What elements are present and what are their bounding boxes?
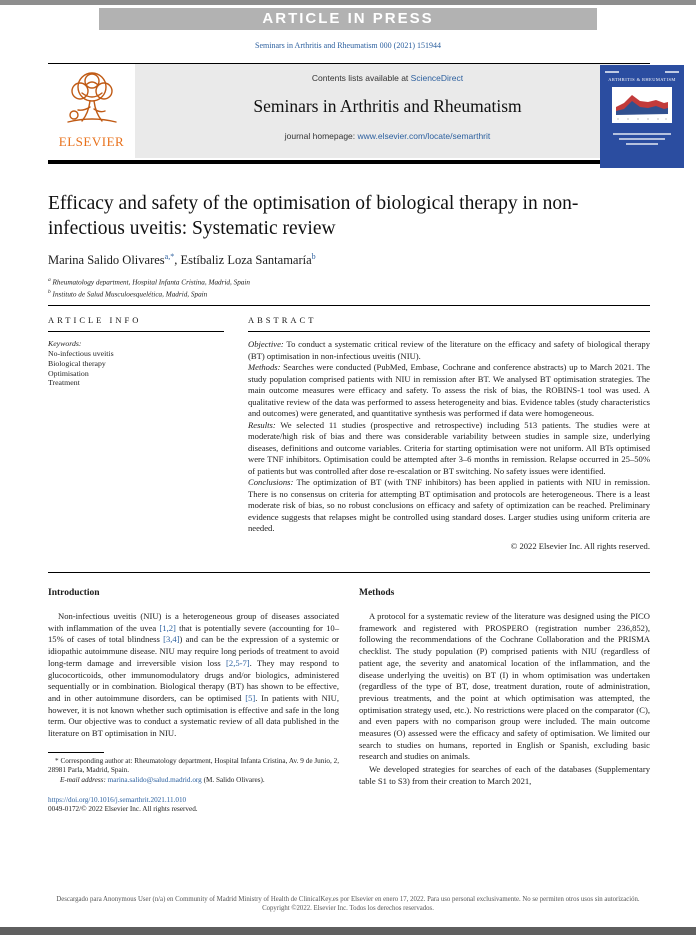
intro-paragraph: Non-infectious uveitis (NIU) is a heterogeneous group of diseases associated with inflammation of the uvea [1,2] that is potentially severe (accounting for 10–15% of cases of total blindness [3,4]) and can be the expression of a systemic or idiopathic autoimmune disease. NIU may require long periods of treatment to avoid long-term damage and irreversible vision loss [2,5-7]. They may respond to glucocorticoids, other immunomodulatory drugs and/or biologics, administered sequentially or in combination. Biological therapy (BT) has shown to be effective, and in other autoimmune disorders, can be optimised [5]. In patients with NIU, however, it is not known whether such optimisation is effective and safe in the long term. Our objective was to conduct a systematic review of all data published in the literature on BT optimisation in NIU.	[48, 611, 339, 739]
methods-paragraph-2: We developed strategies for searches of each of the databases (Supplementary table S1 to S3) from their creation to March 2021,	[359, 764, 650, 786]
abstract-results-text: We selected 11 studies (prospective and retrospective) including 513 patients. The studies were at moderate/high risk of bias and there was considerable variability between studies in sample size, underlying diseases, definitions and outcome variables. Criteria for starting optimisation were not uniform. All BTs optimised were TNF inhibitors. Optimisation could be attempted after 3–6 months in remission. Relapse occurred in 25–50% of patients but was controlled after dose re-escalation or BT switching. No safety issues were identified.	[248, 419, 650, 476]
cover-decorative-text-lines	[613, 133, 671, 145]
issn-copyright-line: 0049-0172/© 2022 Elsevier Inc. All rights reserved.	[48, 805, 198, 814]
keyword-item: Biological therapy	[48, 358, 106, 368]
cover-meta-bars	[600, 71, 684, 73]
article-info-column	[48, 315, 224, 551]
article-in-press-banner	[99, 8, 597, 30]
contents-line	[135, 73, 640, 83]
elsevier-wordmark: ELSEVIER	[58, 134, 125, 149]
affiliation-2-text: Instituto de Salud Musculoesquelética, Madrid, Spain	[50, 290, 208, 299]
journal-masthead	[135, 64, 640, 158]
author-sup-2: b	[311, 252, 316, 261]
doi-line	[48, 796, 339, 805]
author-sup-1: a,*	[164, 252, 175, 261]
journal-header	[48, 63, 650, 158]
top-border-strip	[0, 0, 696, 5]
keywords-label: Keywords:	[48, 339, 82, 348]
article-in-press-label: ARTICLE IN PRESS	[262, 10, 434, 27]
author-name-1: Marina Salido Olivares	[48, 253, 165, 268]
keyword-item: Treatment	[48, 378, 80, 388]
info-abstract-section	[48, 315, 650, 551]
publisher-logo-block	[48, 64, 135, 158]
keyword-item: No-infectious uveitis	[48, 349, 114, 358]
abstract-methods-text: Searches were conducted (PubMed, Embase, Cochrane and conference abstracts) up to March 2021. The study population comprised patients with NIU in remission after BT. We analysed BT optimisation strategies. The main outcome measures were efficacy and safety. To assess the risk of bias, the ROBINS-1 tool was used. A qualitative review of the data was performed to assess heterogeneity and bias. Evidence tables (study characteristics and outcomes) were generated, and quantitative synthesis was performed if data were homogeneous.	[248, 362, 650, 418]
methods-heading: Methods	[359, 588, 395, 598]
homepage-prefix: journal homepage:	[284, 131, 358, 141]
journal-homepage-link[interactable]: www.elsevier.com/locate/semarthrit	[357, 131, 491, 141]
article-info-heading: ARTICLE INFO	[48, 315, 224, 332]
elsevier-tree-icon	[60, 67, 124, 131]
abstract-conclusions-label: Conclusions:	[248, 477, 294, 487]
affiliation-1-sup: a	[48, 277, 51, 283]
cover-title: ARTHRITIS & RHEUMATISM	[608, 77, 676, 82]
abstract-conclusions-paragraph	[248, 477, 650, 535]
abstract-results-label: Results:	[248, 419, 276, 430]
intro-column	[48, 588, 339, 815]
abstract-heading: ABSTRACT	[248, 315, 650, 332]
abstract-methods-label: Methods:	[248, 362, 281, 372]
correspondence-note: * Corresponding author at: Rheumatology department, Hospital Infanta Cristina, Av. 9 de Junio, 2, 28981 Parla, Madrid, Spain.	[48, 756, 339, 775]
affiliation-2	[48, 288, 650, 300]
email-link[interactable]: marina.salido@salud.madrid.org	[105, 775, 202, 784]
abstract-objective-paragraph	[248, 339, 650, 362]
email-label: E-mail address:	[60, 775, 106, 784]
email-suffix: (M. Salido Olivares).	[201, 775, 265, 784]
info-abstract-top-rule	[48, 305, 650, 306]
article-title: Efficacy and safety of the optimisation of biological therapy in non-infectious uveitis: Systematic review	[48, 193, 579, 239]
cover-chart-icon	[612, 87, 672, 123]
keyword-item: Optimisation	[48, 368, 89, 378]
bottom-border-bar	[0, 927, 696, 935]
doi-link[interactable]: https://doi.org/10.1016/j.semarthrit.2021.11.010	[48, 795, 187, 804]
sciencedirect-link[interactable]: ScienceDirect	[410, 73, 464, 83]
abstract-methods-paragraph	[248, 362, 650, 420]
homepage-line	[135, 131, 640, 141]
contents-prefix: Contents lists available at	[311, 73, 411, 83]
author-name-2: Estíbaliz Loza Santamaría	[180, 253, 312, 268]
affiliations-block	[48, 276, 650, 300]
abstract-objective-text: To conduct a systematic critical review of the literature on the efficacy and safety of biological therapy (BT) optimisation in non-infectious uveitis (NIU).	[248, 339, 650, 361]
body-columns	[48, 588, 650, 815]
authors-line	[48, 252, 650, 268]
footnote-separator-rule	[48, 752, 104, 753]
methods-paragraph-1: A protocol for a systematic review of the literature was designed using the PICO framework and registered with PROSPERO (registration number 236,852), following the recommendations of the Cochrane Collaboration and the PRISMA checklist. The study population (P) comprised patients with NIU (regardless of patient age, the severity and anatomical location of the inflammation, and the disease underlying the uveitis) on BT (I) in whom optimisation was undertaken (regardless of the type of BT, dose, treatment duration, route of administration, previous treatments, and the point at which optimisation was attempted, the optimisation strategy used, etc.). No restrictions were placed on the comparator (C), and even papers with no comparison group were included. The main outcome measures (O) assessed were the efficacy and safety of optimisation. We limited our search to studies on humans, reported in English or Spanish, excluding basic research and studies on animals.	[359, 611, 650, 762]
header-divider-bar	[48, 160, 650, 164]
abstract-bottom-rule	[48, 572, 650, 573]
authors-separator: ,	[174, 253, 181, 268]
intro-heading: Introduction	[48, 588, 100, 598]
affiliation-2-sup: b	[48, 288, 51, 295]
abstract-results-paragraph	[248, 420, 650, 478]
download-disclaimer: Descargado para Anonymous User (n/a) en Community of Madrid Ministry of Health de ClinicalKey.es por Elsevier en enero 17, 2022. Para uso personal exclusivamente. No se permiten otros usos sin autorización. Copyright ©2022. Elsevier Inc. Todos los derechos reservados.	[56, 896, 640, 912]
copyright-line: © 2022 Elsevier Inc. All rights reserved.	[510, 540, 650, 551]
affiliation-1	[48, 276, 650, 288]
email-line	[48, 776, 339, 785]
abstract-column	[248, 315, 650, 551]
journal-title: Seminars in Arthritis and Rheumatism	[253, 96, 522, 116]
methods-column	[359, 588, 650, 815]
affiliation-1-text: Rheumatology department, Hospital Infanta Cristina, Madrid, Spain	[50, 278, 250, 287]
journal-cover-thumbnail	[600, 65, 684, 168]
abstract-conclusions-text: The optimization of BT (with TNF inhibitors) has been applied in patients with NIU in remission. There is no consensus on criteria for attempting BT optimisation and protocols are heterogeneous. There is a least moderate risk of bias, so no robust conclusions on efficacy and safety of optimization can be reached. Preliminary evidence suggests that relapses might be controlled using standard doses. Larger studies using uniform criteria are needed.	[248, 477, 650, 533]
abstract-objective-label: Objective:	[248, 339, 284, 349]
journal-citation-line: Seminars in Arthritis and Rheumatism 000 (2021) 151944	[255, 41, 441, 50]
